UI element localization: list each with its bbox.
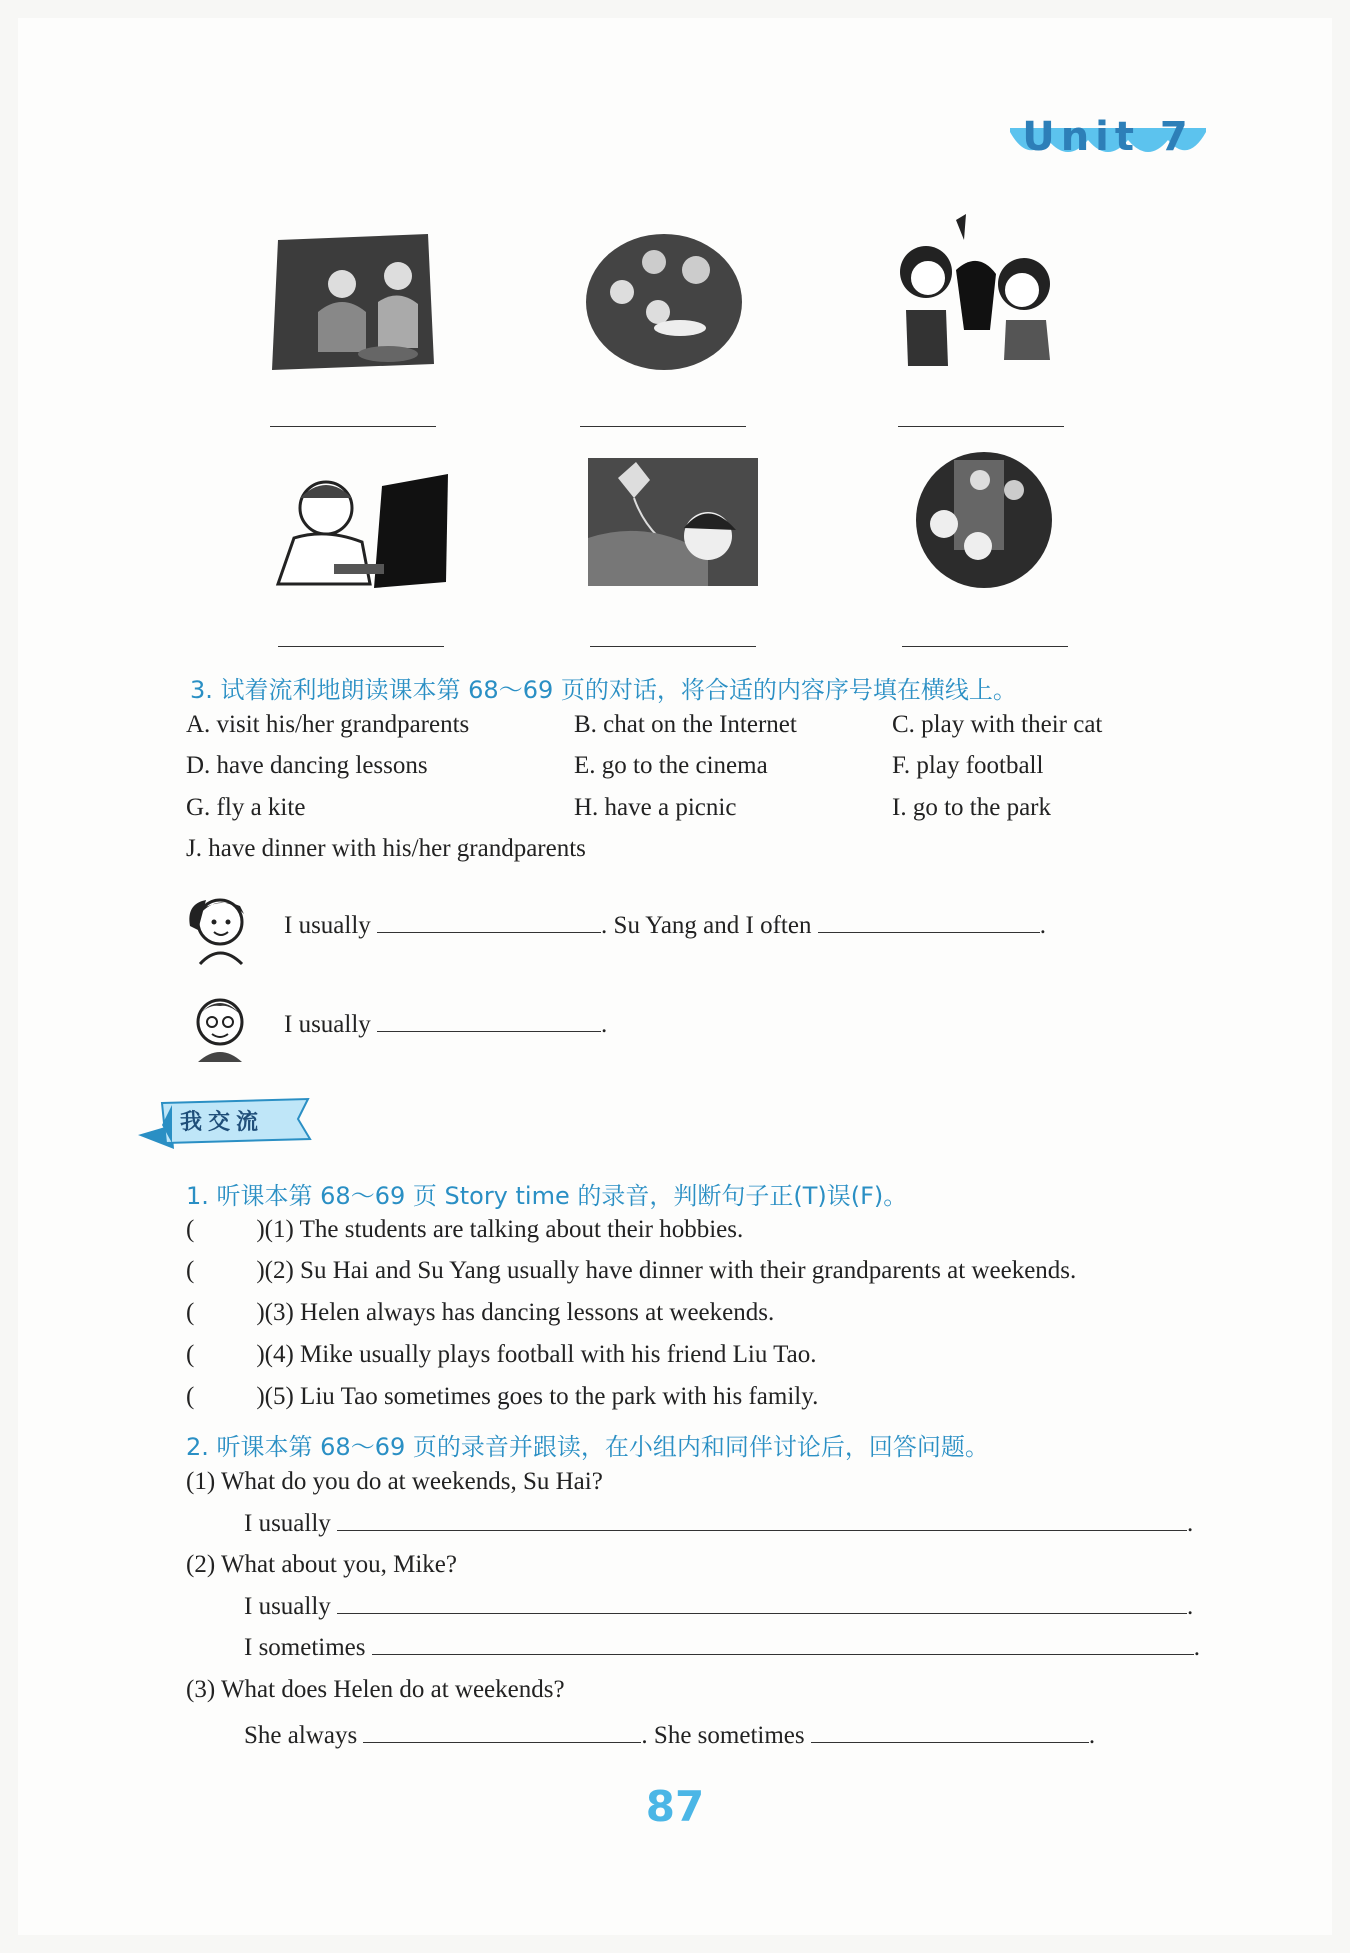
tf-row-5 — [186, 1383, 818, 1411]
answer-3-row — [244, 1722, 1095, 1750]
option-b: B. chat on the Internet — [574, 711, 797, 738]
answer-2a-blank[interactable] — [337, 1593, 1187, 1614]
family-cinema-picture-icon — [914, 450, 1054, 590]
option-j: J. have dinner with his/her grandparents — [186, 835, 586, 862]
tf-statement-2: )(2) Su Hai and Su Yang usually have dinner with their grandparents at weekends. — [256, 1257, 1077, 1284]
boy-line-end: . — [601, 1011, 608, 1038]
question-1: (1) What do you do at weekends, Su Hai? — [186, 1468, 603, 1495]
tf-statement-5: )(5) Liu Tao sometimes goes to the park with his family. — [256, 1383, 819, 1410]
tf-row-4 — [186, 1341, 817, 1369]
answer-1-blank[interactable] — [337, 1510, 1187, 1531]
answer-3-period: . — [1088, 1722, 1096, 1749]
answer-blank-pic-4[interactable] — [278, 646, 444, 647]
girl-line-start: I usually — [284, 912, 371, 939]
answer-3-blank-1[interactable] — [363, 1722, 641, 1743]
listen-1-title: 1. 听课本第 68～69 页 Story time 的录音，判断句子正(T)误(F)。 — [186, 1182, 908, 1210]
listen-2-title: 2. 听课本第 68～69 页的录音并跟读，在小组内和同伴讨论后，回答问题。 — [186, 1433, 989, 1461]
option-i: I. go to the park — [892, 794, 1051, 821]
answer-blank-pic-6[interactable] — [902, 646, 1068, 647]
answer-3-blank-2[interactable] — [811, 1722, 1089, 1743]
girl-kite-picture-icon — [588, 458, 758, 586]
answer-1-start: I usually — [244, 1510, 331, 1537]
option-a: A. visit his/her grandparents — [186, 711, 470, 738]
boy-avatar-icon — [186, 988, 254, 1064]
option-g: G. fly a kite — [186, 794, 306, 821]
boy-computer-picture-icon — [274, 472, 450, 590]
tf-row-1 — [186, 1216, 743, 1244]
girls-with-cat-picture-icon — [886, 210, 1066, 370]
boy-blank[interactable] — [377, 1011, 601, 1032]
option-h: H. have a picnic — [574, 794, 737, 821]
tf-statement-3: )(3) Helen always has dancing lessons at weekends. — [256, 1299, 775, 1326]
question-3: (3) What does Helen do at weekends? — [186, 1676, 565, 1703]
girl-line — [284, 912, 1046, 940]
answer-2b-row — [244, 1634, 1200, 1662]
option-f: F. play football — [892, 752, 1044, 779]
boy-line — [284, 1011, 607, 1039]
option-e: E. go to the cinema — [574, 752, 768, 779]
answer-2a-row — [244, 1593, 1193, 1621]
section-tag — [132, 1095, 312, 1151]
girl-blank-2[interactable] — [818, 912, 1040, 933]
answer-2b-blank[interactable] — [372, 1634, 1194, 1655]
tf-row-3 — [186, 1299, 774, 1327]
answer-1-period: . — [1187, 1510, 1194, 1537]
picnic-picture-icon — [268, 232, 436, 372]
tf-paren-1[interactable]: ( — [186, 1216, 195, 1243]
answer-3-start: She always — [244, 1722, 358, 1749]
boy-line-start: I usually — [284, 1011, 371, 1038]
answer-2b-period: . — [1193, 1634, 1201, 1661]
answer-blank-pic-2[interactable] — [580, 426, 746, 427]
answer-2a-start: I usually — [244, 1593, 331, 1620]
section-tag-label: 我交流 — [180, 1110, 265, 1135]
girl-line-end: . — [1039, 912, 1046, 939]
answer-2b-start: I sometimes — [244, 1634, 366, 1661]
option-d: D. have dancing lessons — [186, 752, 428, 779]
tf-statement-1: )(1) The students are talking about their hobbies. — [256, 1216, 744, 1243]
answer-1-row — [244, 1510, 1193, 1538]
page-number: 87 — [645, 1782, 705, 1831]
tf-paren-3[interactable]: ( — [186, 1299, 195, 1326]
option-c: C. play with their cat — [892, 711, 1103, 738]
answer-blank-pic-1[interactable] — [270, 426, 436, 427]
tf-paren-2[interactable]: ( — [186, 1257, 195, 1284]
answer-blank-pic-5[interactable] — [590, 646, 756, 647]
tf-paren-4[interactable]: ( — [186, 1341, 195, 1368]
tf-statement-4: )(4) Mike usually plays football with his friend Liu Tao. — [256, 1341, 817, 1368]
girl-avatar-icon — [186, 890, 254, 966]
girl-blank-1[interactable] — [377, 912, 601, 933]
unit-badge — [1008, 112, 1208, 164]
answer-2a-period: . — [1187, 1593, 1194, 1620]
girl-line-middle: . Su Yang and I often — [601, 912, 812, 939]
tf-row-2 — [186, 1257, 1076, 1285]
tf-paren-5[interactable]: ( — [186, 1383, 195, 1410]
unit-label: Unit 7 — [1022, 114, 1194, 160]
exercise-3-title: 3. 试着流利地朗读课本第 68～69 页的对话，将合适的内容序号填在横线上。 — [190, 676, 1017, 704]
question-2: (2) What about you, Mike? — [186, 1551, 457, 1578]
family-dinner-picture-icon — [584, 232, 744, 372]
answer-3-middle: . She sometimes — [641, 1722, 805, 1749]
answer-blank-pic-3[interactable] — [898, 426, 1064, 427]
